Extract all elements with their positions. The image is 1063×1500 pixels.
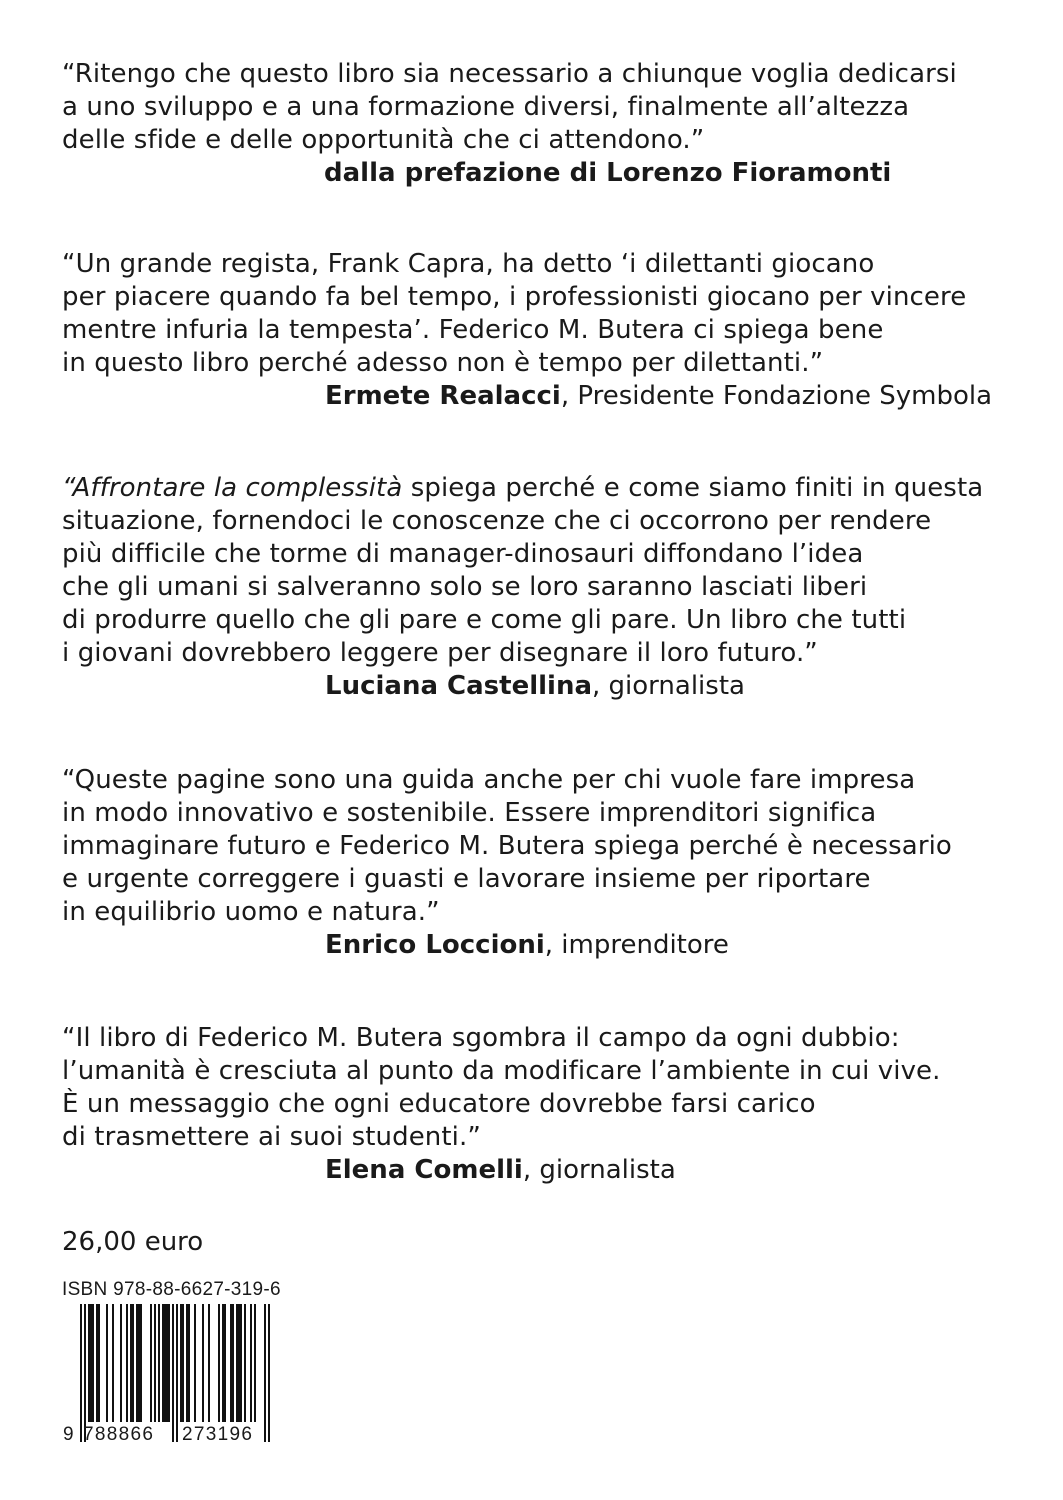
barcode-bar (162, 1304, 164, 1422)
price: 26,00 euro (62, 1227, 204, 1257)
quote-text (62, 764, 1022, 929)
barcode-bar (130, 1304, 132, 1422)
barcode-bar (106, 1304, 108, 1422)
barcode-bar (138, 1304, 140, 1422)
barcode-bar (96, 1304, 98, 1422)
barcode-bar (218, 1304, 220, 1422)
barcode-bar (150, 1304, 152, 1422)
quote-line: l’umanità è cresciuta al punto da modificare l’ambiente in cui vive. (62, 1056, 941, 1086)
quote-line: di trasmettere ai suoi studenti.” (62, 1122, 481, 1152)
quote-line: delle sfide e delle opportunità che ci attendono.” (62, 125, 705, 155)
quote-line: “Queste pagine sono una guida anche per chi vuole fare impresa (62, 765, 916, 795)
barcode-bar (154, 1304, 156, 1422)
quote-attribution (62, 670, 1022, 703)
barcode-bar (126, 1304, 128, 1422)
quote-text (62, 1022, 1022, 1154)
barcode-bar (120, 1304, 122, 1422)
barcode-bar (182, 1304, 184, 1422)
quote-text (62, 248, 1022, 380)
barcode-bar (222, 1304, 224, 1422)
quote-line (62, 472, 1022, 505)
quote-block-castellina (62, 472, 1022, 703)
barcode-bar (244, 1304, 246, 1422)
barcode-bar (230, 1304, 232, 1422)
barcode-bar (238, 1304, 240, 1422)
quote-line: in equilibrio uomo e natura.” (62, 897, 440, 927)
quote-line: per piacere quando fa bel tempo, i professionisti giocano per vincere (62, 282, 967, 312)
barcode-graphic (62, 1304, 286, 1444)
quote-line: “Ritengo che questo libro sia necessario a chiunque voglia dedicarsi (62, 59, 957, 89)
barcode-guard-bar (176, 1304, 178, 1442)
quote-line: in questo libro perché adesso non è tempo per dilettanti.” (62, 348, 824, 378)
quote-attribution (62, 380, 1022, 413)
quote-line: in modo innovativo e sostenibile. Essere imprenditori significa (62, 798, 877, 828)
barcode-bar (92, 1304, 94, 1422)
barcode-guard-bar (84, 1304, 86, 1442)
quote-attribution (62, 1154, 1022, 1187)
barcode-bar (254, 1304, 256, 1422)
quote-line: È un messaggio che ogni educatore dovrebbe farsi carico (62, 1089, 816, 1119)
barcode-guard-bar (264, 1304, 266, 1442)
barcode-bar (250, 1304, 252, 1422)
barcode-bar (158, 1304, 160, 1422)
barcode-bar (90, 1304, 92, 1422)
barcode-bar (208, 1304, 210, 1422)
quote-line: a uno sviluppo e a una formazione diversi, finalmente all’altezza (62, 92, 910, 122)
attribution-name: Elena Comelli (325, 1155, 523, 1185)
attribution-name: Enrico Loccioni (325, 930, 545, 960)
barcode-digits-right: 273196 (182, 1424, 254, 1444)
barcode-bar (88, 1304, 90, 1422)
barcode-bar (224, 1304, 226, 1422)
quote-block-comelli (62, 1022, 1022, 1187)
attribution-role: , giornalista (522, 1155, 676, 1185)
barcode-bar (186, 1304, 188, 1422)
barcode-bar (240, 1304, 242, 1422)
quote-line: mentre infuria la tempesta’. Federico M. Butera ci spiega bene (62, 315, 884, 345)
quote-attribution (62, 929, 1022, 962)
barcode-bar (232, 1304, 234, 1422)
attribution-name: dalla prefazione di Lorenzo Fioramonti (324, 158, 892, 188)
barcode-bar (194, 1304, 196, 1422)
barcode-bar (136, 1304, 138, 1422)
barcode-bar (236, 1304, 238, 1422)
barcode-bar (188, 1304, 190, 1422)
quote-line: di produrre quello che gli pare e come gli pare. Un libro che tutti (62, 605, 907, 635)
attribution-role: , imprenditore (544, 930, 729, 960)
quote-block-loccioni (62, 764, 1022, 962)
barcode-bar (202, 1304, 204, 1422)
barcode-bars (80, 1304, 270, 1442)
barcode-guard-bar (268, 1304, 270, 1442)
attribution-role: , Presidente Fondazione Symbola (560, 381, 993, 411)
attribution-name: Ermete Realacci (325, 381, 561, 411)
barcode-guard-bar (172, 1304, 174, 1442)
attribution-name: Luciana Castellina (325, 671, 593, 701)
barcode-digit-first: 9 (63, 1424, 74, 1444)
quote-line: “Un grande regista, Frank Capra, ha detto ‘i dilettanti giocano (62, 249, 875, 279)
quote-text (62, 472, 1022, 670)
quote-attribution (62, 157, 1022, 190)
quote-line: più difficile che torme di manager-dinosauri diffondano l’idea (62, 539, 864, 569)
barcode-bar (168, 1304, 170, 1422)
quote-text (62, 58, 1022, 157)
quote-line-rest: spiega perché e come siamo finiti in questa (402, 473, 984, 503)
quote-line: immaginare futuro e Federico M. Butera spiega perché è necessario (62, 831, 952, 861)
quote-line: che gli umani si salveranno solo se loro saranno lasciati liberi (62, 572, 868, 602)
barcode-bar (98, 1304, 100, 1422)
quote-line: situazione, fornendoci le conoscenze che ci occorrono per rendere (62, 506, 932, 536)
quote-block-fioramonti (62, 58, 1022, 190)
book-title-italic: “Affrontare la complessità (62, 473, 403, 503)
barcode-bar (140, 1304, 142, 1422)
barcode-bar (180, 1304, 182, 1422)
quote-line: “Il libro di Federico M. Butera sgombra il campo da ogni dubbio: (62, 1023, 900, 1053)
quote-line: e urgente correggere i guasti e lavorare insieme per riportare (62, 864, 871, 894)
attribution-role: , giornalista (592, 671, 745, 701)
barcode-guard-bar (80, 1304, 82, 1442)
isbn-label: ISBN 978-88-6627-319-6 (62, 1279, 281, 1300)
quote-line: i giovani dovrebbero leggere per disegnare il loro futuro.” (62, 638, 818, 668)
barcode-bar (166, 1304, 168, 1422)
barcode (62, 1304, 286, 1444)
barcode-bar (132, 1304, 134, 1422)
barcode-digits-left: 788866 (83, 1424, 155, 1444)
quote-block-realacci (62, 248, 1022, 413)
barcode-bar (112, 1304, 114, 1422)
barcode-bar (164, 1304, 166, 1422)
